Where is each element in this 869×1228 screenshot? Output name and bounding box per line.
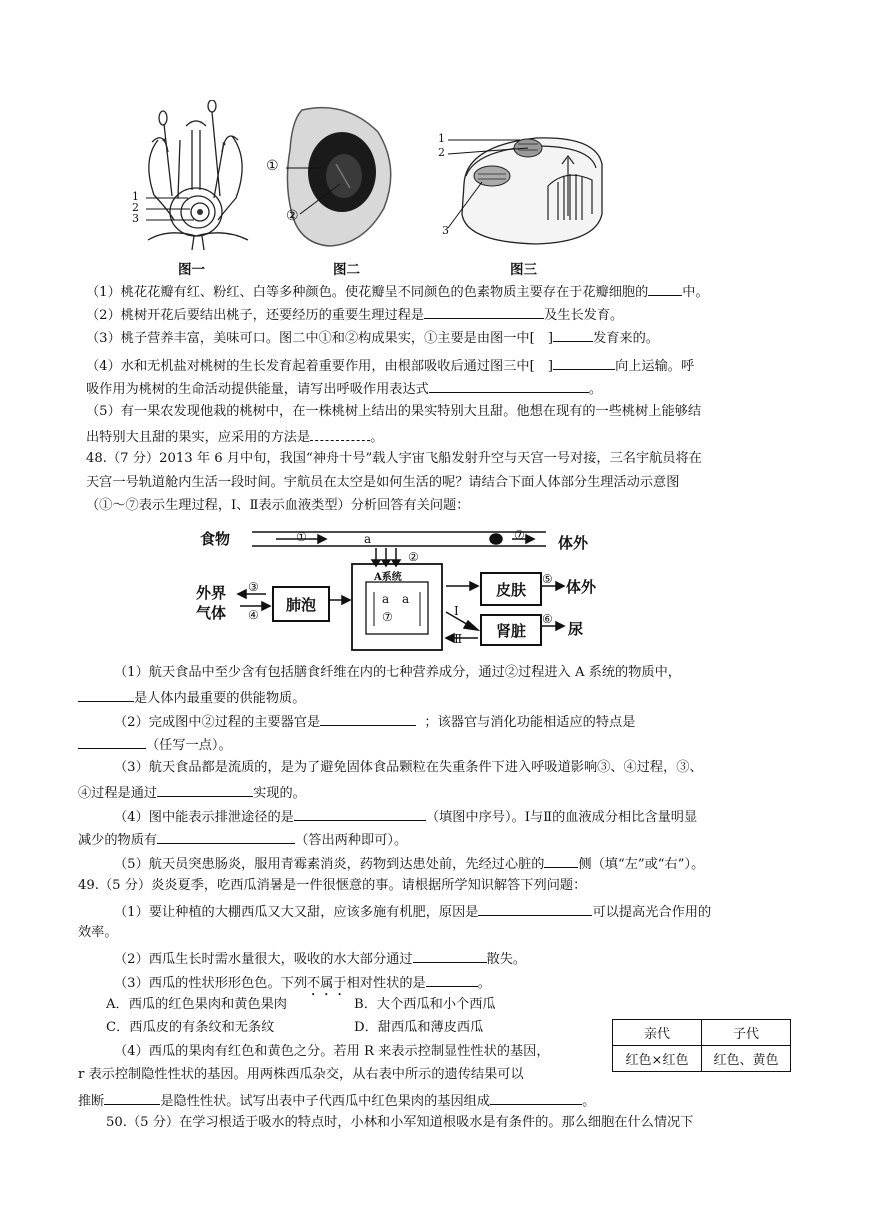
q49-option-b: B．大个西瓜和小个西瓜 [354, 997, 496, 1012]
q47-part5-line1: （5）有一果农发现他栽的桃树中，在一株桃树上结出的果实特别大且甜。他想在现有的一些桃树上能够结 [86, 404, 702, 419]
table-header-parent: 亲代 [613, 1020, 702, 1046]
q47-part1: （1）桃花花瓣有红、粉红、白等多种颜色。使花瓣呈不同颜色的色素物质主要存在于花瓣细胞的 中。 [86, 281, 709, 302]
q49-p4-line2: r 表示控制隐性性状的基因。用两株西瓜杂交，从右表中所示的遗传结果可以 [78, 1067, 524, 1082]
stem-section-drawing [436, 124, 612, 248]
figure2-label-1: ① [266, 158, 279, 174]
q48-blank-1[interactable] [78, 687, 134, 702]
table-cell-offspring: 红色、黄色 [702, 1046, 791, 1072]
q47-blank-2[interactable] [424, 304, 544, 319]
q48-p5: （5）航天员突患肠炎，服用青霉素消炎，药物到达患处前，先经过心脏的 侧（填“左”或“右”）。 [114, 853, 704, 874]
figure1-label-2: 2 [132, 201, 139, 214]
q47-part4-line1: （4）水和无机盐对桃树的生长发育起着重要作用，由根部吸收后通过图三中[ ] 向上运输。呼 [86, 355, 694, 376]
table-cell-parent: 红色×红色 [613, 1046, 702, 1072]
q48-physiology-diagram [196, 520, 616, 655]
q47-blank-6[interactable] [310, 426, 370, 441]
q49-option-c: C．西瓜皮的有条纹和无条纹 [106, 1020, 275, 1035]
diagram-alveoli: 肺泡 [272, 586, 330, 622]
figure3-label-2: 2 [438, 146, 445, 159]
q48-p2-line1: （2）完成图中②过程的主要器官是 ；该器官与消化功能相适应的特点是 [114, 711, 635, 732]
q49-p1-line1: （1）要让种植的大棚西瓜又大又甜，应该多施有机肥，原因是 可以提高光合作用的 [114, 901, 711, 922]
diagram-blood-1: Ⅰ [454, 604, 459, 618]
q48-p4-line2: 减少的物质有 （答出两种即可）。 [78, 829, 407, 850]
q48-intro-3: （①～⑦表示生理过程，Ⅰ、Ⅱ表示血液类型）分析回答有关问题： [86, 498, 470, 513]
figure-stem-section [436, 124, 612, 248]
diagram-step-7: ⑦ [514, 528, 525, 542]
q49-blank-2[interactable] [413, 948, 487, 963]
diagram-body-out-top: 体外 [558, 534, 589, 552]
figure1-label-3: 3 [132, 212, 139, 225]
figure2-label-2: ② [286, 208, 299, 224]
diagram-skin-out: 体外 [566, 578, 597, 596]
figure-flower-section [128, 100, 260, 250]
q49-option-a: A．西瓜的红色果肉和黄色果肉 [106, 997, 287, 1012]
diagram-kidney: 肾脏 [480, 614, 542, 646]
diagram-step-6: ⑥ [542, 612, 553, 626]
diagram-urine: 尿 [568, 620, 584, 638]
q48-intro-2: 天宫一号轨道舱内生活一段时间。宇航员在太空是如何生活的呢？请结合下面人体部分生理活动示意图 [86, 475, 680, 490]
figure2-caption: 图二 [333, 262, 360, 278]
figure3-label-1: 1 [438, 132, 445, 145]
diagram-outside-2: 气体 [196, 604, 227, 622]
q48-blank-2[interactable] [320, 711, 416, 726]
figure3-label-3: 3 [442, 224, 449, 237]
q49-option-d: D．甜西瓜和薄皮西瓜 [354, 1020, 484, 1035]
q48-p2-line2: （任写一点）。 [78, 734, 232, 755]
q48-blank-3[interactable] [78, 734, 146, 749]
q49-p4-line1: （4）西瓜的果肉有红色和黄色之分。若用 R 来表示控制显性性状的基因， [114, 1044, 550, 1059]
q49-p3: （3）西瓜的性状形形色色。下列不属于相对性状的是 。 [114, 972, 491, 999]
diagram-inner-b: a [402, 592, 410, 606]
diagram-step-4: ④ [248, 608, 259, 622]
q47-part4-line2: 吸作用为桃树的生命活动提供能量，请写出呼吸作用表达式 。 [86, 378, 602, 399]
diagram-step-1: ① [296, 530, 307, 544]
q47-part3: （3）桃子营养丰富，美味可口。图二中①和②构成果实，①主要是由图一中[ ] 发育来的。 [86, 327, 659, 348]
diagram-skin: 皮肤 [480, 572, 542, 606]
q47-part2: （2）桃树开花后要结出桃子，还要经历的重要生理过程是 及生长发育。 [86, 304, 623, 325]
q47-blank-4[interactable] [553, 355, 615, 370]
flower-section-drawing [128, 100, 260, 250]
q49-blank-4[interactable] [104, 1090, 160, 1105]
q48-p4-line1: （4）图中能表示排泄途径的是 （填图中序号）。Ⅰ与Ⅱ的血液成分相比含量明显 [114, 806, 697, 827]
q47-blank-3[interactable] [553, 327, 593, 342]
q50-intro: 50.（5 分）在学习根适于吸水的特点时，小林和小军知道根吸水是有条件的。那么细胞在什么情况下 [106, 1115, 694, 1130]
q47-part5-line2: 出特别大且甜的果实，应采用的方法是 。 [86, 426, 383, 447]
diagram-step-3: ③ [248, 580, 259, 594]
q49-genetics-table [612, 1019, 791, 1072]
diagram-step-7b: ⑦ [382, 610, 393, 624]
q48-diagram-lines [196, 520, 616, 655]
q48-p1-line1: （1）航天食品中至少含有包括膳食纤维在内的七种营养成分，通过②过程进入 A 系统的物质中， [114, 665, 681, 680]
q47-blank-1[interactable] [648, 281, 682, 296]
q49-blank-1[interactable] [478, 901, 592, 916]
q49-intro: 49.（5 分）炎炎夏季，吃西瓜消暑是一件很惬意的事。请根据所学知识解答下列问题： [78, 878, 587, 893]
diagram-label-a: a [364, 532, 372, 546]
q48-blank-4[interactable] [157, 782, 253, 797]
figure1-caption: 图一 [178, 262, 205, 278]
peach-section-drawing [266, 104, 406, 250]
diagram-food: 食物 [200, 530, 231, 548]
figure1-label-1: 1 [132, 190, 139, 203]
q47-blank-5[interactable] [429, 378, 589, 393]
q49-blank-3[interactable] [426, 972, 478, 987]
figure-peach-section [266, 104, 406, 250]
q48-intro-1: 48.（7 分）2013 年 6 月中旬，我国“神舟十号”载人宇宙飞船发射升空与天宫一号对接，三名宇航员将在 [86, 451, 702, 466]
q49-p1-line2: 效率。 [78, 925, 118, 940]
diagram-step-2: ② [408, 550, 419, 564]
figure3-caption: 图三 [510, 262, 537, 278]
q49-p4-line3: 推断 是隐性性状。试写出表中子代西瓜中红色果肉的基因组成 。 [78, 1090, 595, 1111]
diagram-blood-2: Ⅱ [454, 632, 463, 646]
table-header-offspring: 子代 [702, 1020, 791, 1046]
q48-blank-5[interactable] [294, 806, 426, 821]
diagram-system-a: A系统 [374, 572, 402, 583]
q48-blank-6[interactable] [157, 829, 295, 844]
q48-blank-7[interactable] [544, 853, 578, 868]
q49-p2: （2）西瓜生长时需水量很大，吸收的水大部分通过 散失。 [114, 948, 526, 969]
q49-blank-5[interactable] [490, 1090, 582, 1105]
q48-p3-line1: （3）航天食品都是流质的，是为了避免固体食品颗粒在失重条件下进入呼吸道影响③、④过程，③、 [114, 760, 703, 775]
diagram-step-5: ⑤ [542, 572, 553, 586]
diagram-outside-1: 外界 [196, 584, 227, 602]
diagram-inner-a: a [382, 592, 390, 606]
q48-p3-line2: ④过程是通过 实现的。 [78, 782, 306, 803]
q48-p1-line2: 是人体内最重要的供能物质。 [78, 687, 305, 708]
